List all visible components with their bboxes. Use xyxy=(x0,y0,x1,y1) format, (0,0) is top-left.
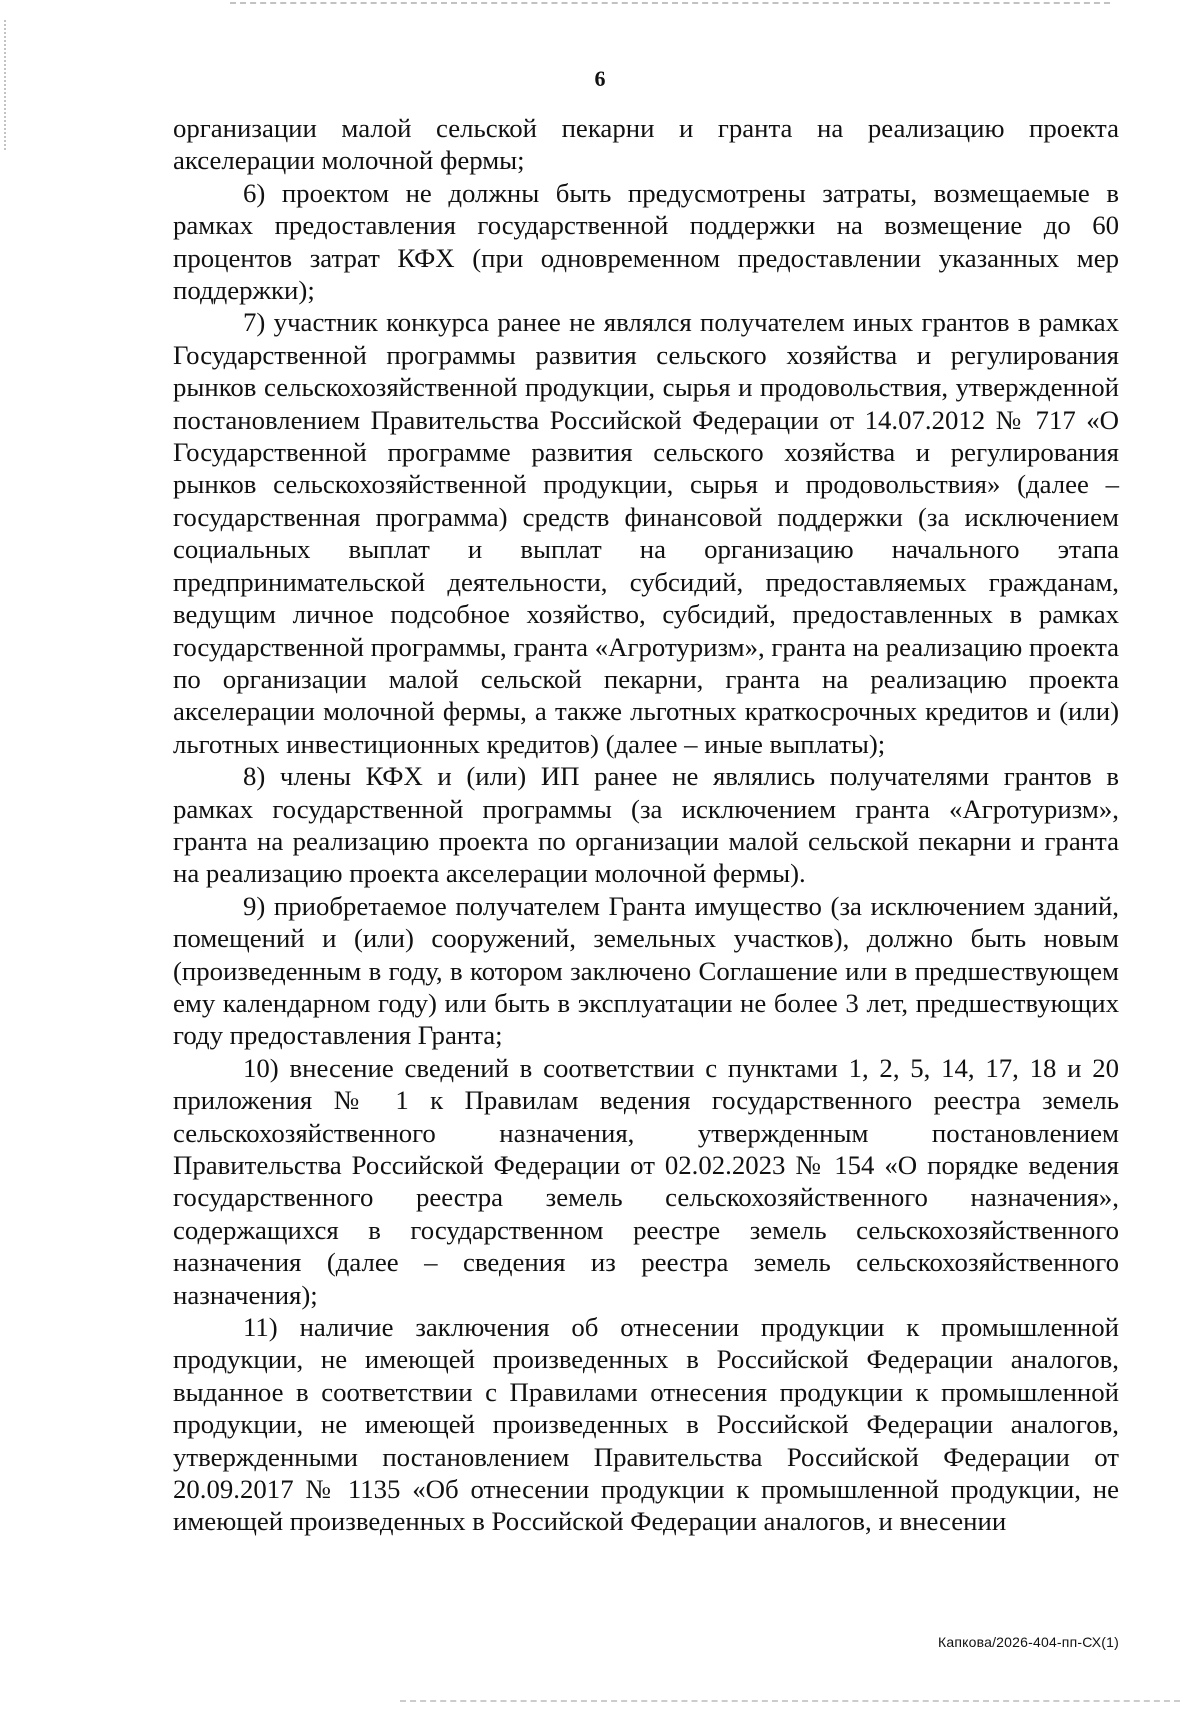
page-number: 6 xyxy=(594,66,606,91)
scan-edge-bottom xyxy=(400,1700,1180,1702)
paragraph-item-7: 7) участник конкурса ранее не являлся получателем иных грантов в рамках Государственной программы развития сельского хозяйства и регулирования рынков сельскохозяйственной продукции, сырья и продовольствия, утвержденной постановлением Правительства Российской Федерации от 14.07.2012 № 717 «О Государственной программе развития сельского хозяйства и регулирования рынков сельскохозяйственной продукции, сырья и продовольствия» (далее – государственная программа) средств финансовой поддержки (за исключением социальных выплат и выплат на организацию начального этапа предпринимательской деятельности, субсидий, предоставляемых гражданам, ведущим личное подсобное хозяйство, субсидий, предоставленных в рамках государственной программы, гранта «Агротуризм», гранта на реализацию проекта по организации малой сельской пекарни, гранта на реализацию проекта акселерации молочной фермы, а также льготных краткосрочных кредитов и (или) льготных инвестиционных кредитов) (далее – иные выплаты); xyxy=(173,307,1119,759)
paragraph-item-9: 9) приобретаемое получателем Гранта имущество (за исключением зданий, помещений и (или) сооружений, земельных участков), должно быть новым (произведенным в году, в котором заключено Соглашение или в предшествующем ему календарном году) или быть в эксплуатации не более 3 лет, предшествующих году предоставления Гранта; xyxy=(173,890,1119,1051)
paragraph-item-8: 8) члены КФХ и (или) ИП ранее не являлись получателями грантов в рамках государственной программы (за исключением гранта «Агротуризм», гранта на реализацию проекта по организации малой сельской пекарни и гранта на реализацию проекта акселерации молочной фермы). xyxy=(173,761,1119,889)
paragraph-item-6: 6) проектом не должны быть предусмотрены затраты, возмещаемые в рамках предоставления государственной поддержки на возмещение до 60 процентов затрат КФХ (при одновременном предоставлении указанных мер поддержки); xyxy=(173,177,1119,306)
document-body xyxy=(173,112,1119,1538)
paragraph-continuation: организации малой сельской пекарни и гранта на реализацию проекта акселерации молочной фермы; xyxy=(173,113,1119,176)
paragraph-item-10: 10) внесение сведений в соответствии с пунктами 1, 2, 5, 14, 17, 18 и 20 приложения № 1 к Правилам ведения государственного реестра земель сельскохозяйственного назначения, утвержденным постановлением Правительства Российской Федерации от 02.02.2023 № 154 «О порядке ведения государственного реестра земель сельскохозяйственного назначения», содержащихся в государственном реестре земель сельскохозяйственного назначения (далее – сведения из реестра земель сельскохозяйственного назначения); xyxy=(173,1052,1119,1310)
scan-edge-top xyxy=(230,2,1110,4)
document-footer-code: Капкова/2026-404-пп-СХ(1) xyxy=(938,1634,1119,1650)
paragraph-item-11: 11) наличие заключения об отнесении продукции к промышленной продукции, не имеющей произведенных в Российской Федерации аналогов, выданное в соответствии с Правилами отнесения продукции к промышленной продукции, не имеющей произведенных в Российской Федерации аналогов, утвержденными постановлением Правительства Российской Федерации от 20.09.2017 № 1135 «Об отнесении продукции к промышленной продукции, не имеющей произведенных в Российской Федерации аналогов, и внесении xyxy=(173,1312,1119,1537)
